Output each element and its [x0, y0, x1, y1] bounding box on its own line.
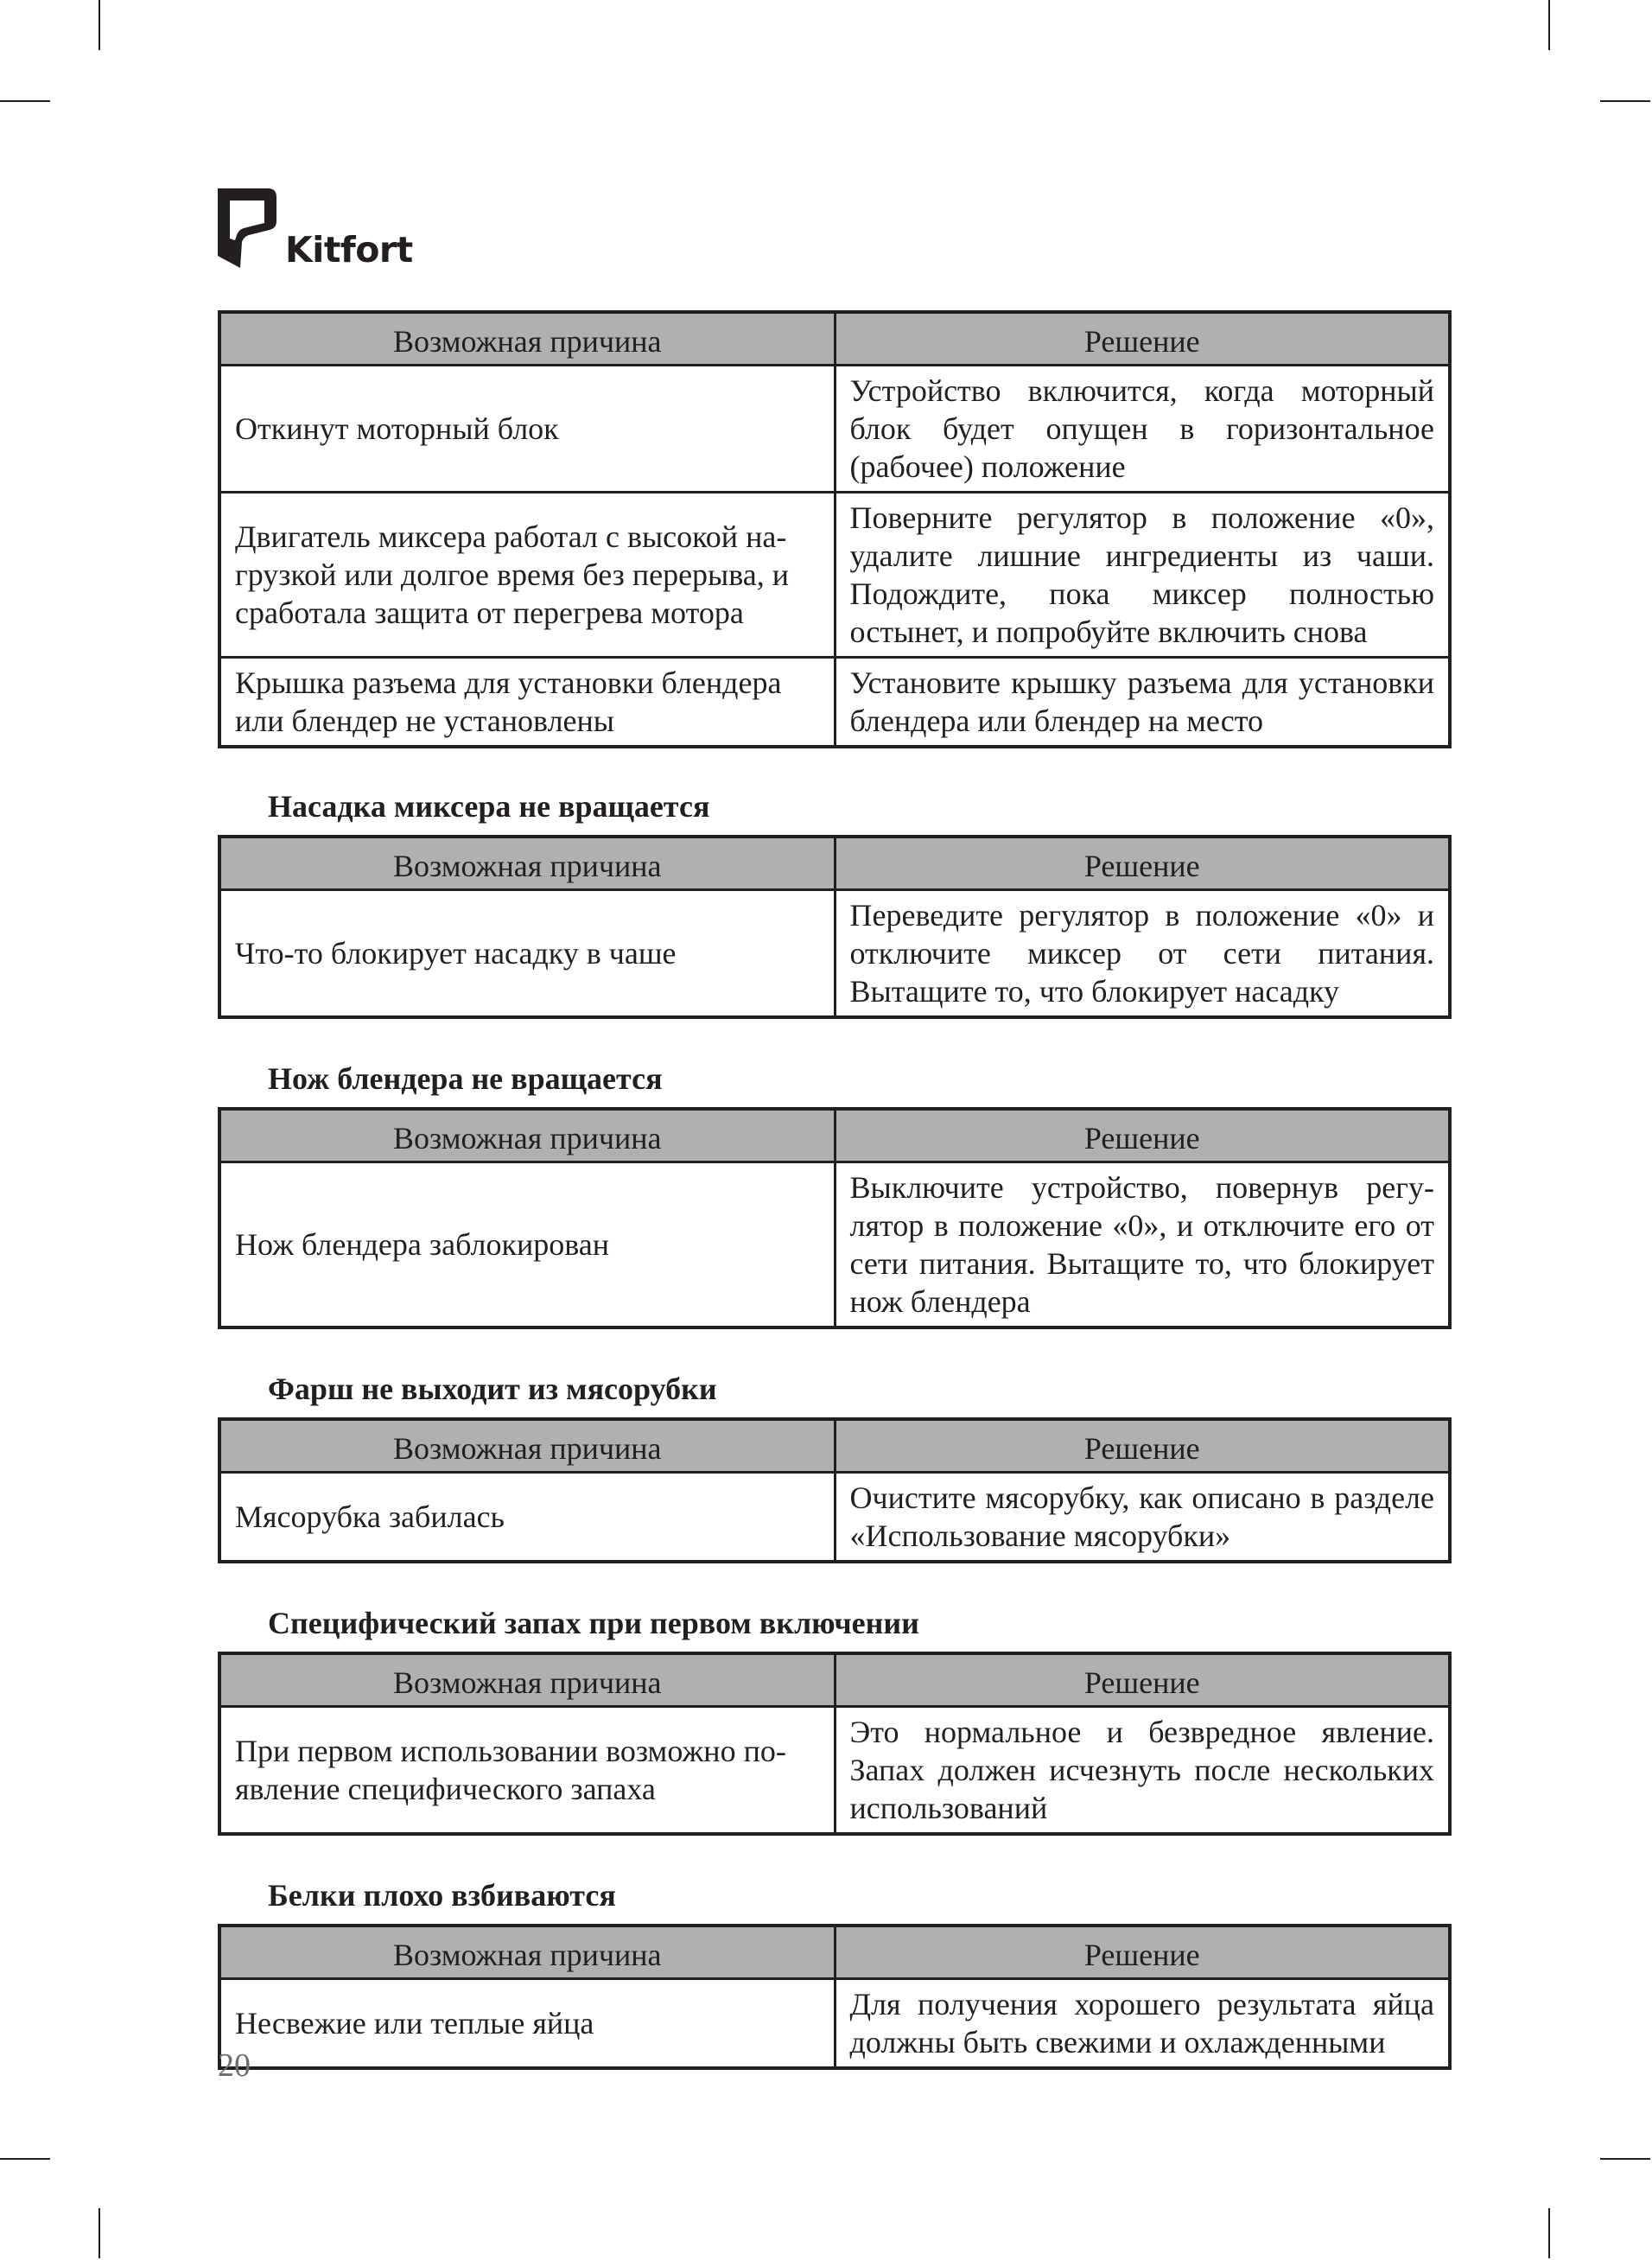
crop-mark [1548, 0, 1550, 50]
crop-mark [98, 0, 100, 50]
table-row [219, 658, 1450, 748]
table-row [219, 1979, 1450, 2069]
table-header-row [219, 1109, 1450, 1162]
table-header-row [219, 1419, 1450, 1473]
troubleshooting-block [218, 1060, 1452, 1329]
crop-mark [1600, 100, 1650, 102]
troubleshooting-content [218, 310, 1452, 2111]
cause-cell: Нож блендера заблокирован [219, 1162, 835, 1328]
cause-cell: Откинут моторный блок [219, 366, 835, 493]
header-cause: Возможная причина [219, 1653, 835, 1707]
header-solution: Решение [835, 1109, 1450, 1162]
table-row [219, 366, 1450, 493]
troubleshooting-table [218, 1107, 1452, 1329]
solution-cell: Переведите регулятор в положение «0» и отключите миксер от сети питания. Вытащите то, что блокирует насадку [835, 890, 1450, 1018]
table-header-row [219, 1926, 1450, 1979]
header-solution: Решение [835, 1926, 1450, 1979]
solution-cell: Это нормальное и безвредное явление. Запах должен исчезнуть после нескольких использований [835, 1707, 1450, 1835]
header-solution: Решение [835, 1653, 1450, 1707]
table-row [219, 493, 1450, 658]
table-row [219, 1162, 1450, 1328]
brand-name: Kitfort [285, 229, 413, 271]
brand-logo [218, 188, 413, 271]
section-title: Специфический запах при первом включении [268, 1606, 919, 1640]
table-header-row [219, 837, 1450, 890]
header-cause: Возможная причина [219, 837, 835, 890]
crop-mark [0, 100, 50, 102]
crop-mark [98, 2208, 100, 2258]
header-solution: Решение [835, 1419, 1450, 1473]
cause-cell: Двигатель миксера работал с высокой нагрузкой или долгое время без перерыва, и сработала защита от перегрева мотора [219, 493, 835, 658]
header-cause: Возможная причина [219, 1109, 835, 1162]
table-header-row [219, 312, 1450, 366]
section-title: Фарш не выходит из мясорубки [268, 1372, 717, 1406]
crop-mark [1600, 2158, 1650, 2160]
cause-cell: Крышка разъема для установки блендера или блендер не установлены [219, 658, 835, 748]
troubleshooting-block [218, 1605, 1452, 1836]
cause-cell: Несвежие или теплые яйца [219, 1979, 835, 2069]
solution-cell: Выключите устройство, повернув регулятор в положение «0», и отключите его от сети питания. Вытащите то, что блокирует нож блендера [835, 1162, 1450, 1328]
solution-cell: Для получения хорошего результата яйца должны быть свежими и охлажденными [835, 1979, 1450, 2069]
table-row [219, 890, 1450, 1018]
crop-mark [1548, 2208, 1550, 2258]
troubleshooting-block [218, 1371, 1452, 1563]
troubleshooting-table [218, 1652, 1452, 1836]
header-cause: Возможная причина [219, 1926, 835, 1979]
solution-cell: Устройство включится, когда моторный блок будет опущен в горизонтальное (рабочее) положение [835, 366, 1450, 493]
table-header-row [219, 1653, 1450, 1707]
troubleshooting-table [218, 1924, 1452, 2070]
page-number: 20 [218, 2047, 251, 2084]
solution-cell: Очистите мясорубку, как описано в разделе «Использование мясорубки» [835, 1473, 1450, 1563]
troubleshooting-table [218, 1417, 1452, 1563]
troubleshooting-block [218, 788, 1452, 1019]
section-title: Нож блендера не вращается [268, 1061, 663, 1096]
section-title: Насадка миксера не вращается [268, 789, 710, 824]
header-solution: Решение [835, 837, 1450, 890]
cause-cell: При первом использовании возможно появление специфического запаха [219, 1707, 835, 1835]
troubleshooting-table [218, 310, 1452, 748]
table-row [219, 1707, 1450, 1835]
section-title: Белки плохо взбиваются [268, 1878, 616, 1913]
header-solution: Решение [835, 312, 1450, 366]
solution-cell: Установите крышку разъема для установки блендера или блендер на место [835, 658, 1450, 748]
troubleshooting-block [218, 1877, 1452, 2070]
crop-mark [0, 2158, 50, 2160]
cause-cell: Что-то блокирует насадку в чаше [219, 890, 835, 1018]
header-cause: Возможная причина [219, 1419, 835, 1473]
troubleshooting-table [218, 835, 1452, 1019]
table-row [219, 1473, 1450, 1563]
header-cause: Возможная причина [219, 312, 835, 366]
cause-cell: Мясорубка забилась [219, 1473, 835, 1563]
troubleshooting-block [218, 310, 1452, 748]
kitfort-logo-icon [218, 188, 278, 268]
solution-cell: Поверните регулятор в положение «0», удалите лишние ингредиенты из чаши. Подождите, пока миксер полностью остынет, и попробуйте включить снова [835, 493, 1450, 658]
